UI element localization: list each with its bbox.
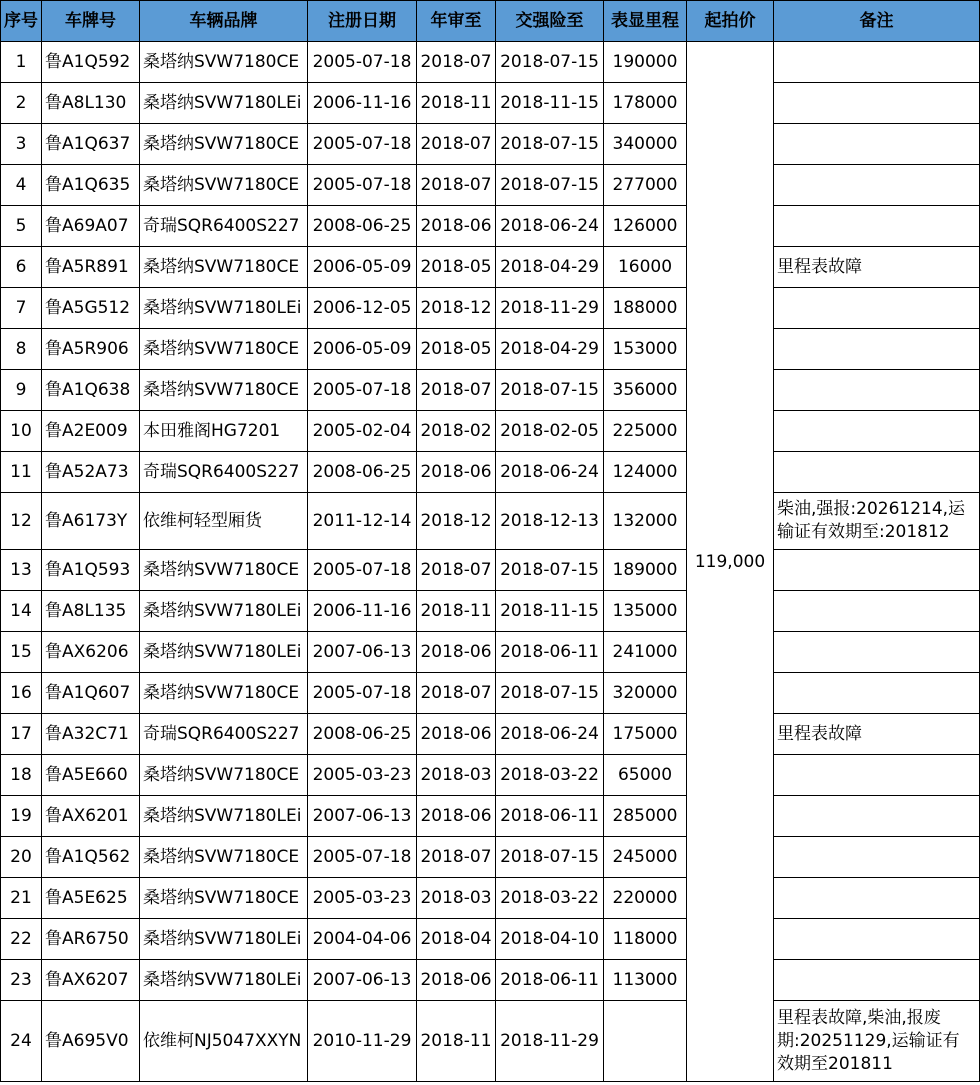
cell-insurance: 2018-07-15	[496, 165, 604, 206]
cell-insurance: 2018-06-11	[496, 632, 604, 673]
cell-mileage: 135000	[604, 591, 687, 632]
cell-remarks	[774, 452, 980, 493]
cell-brand: 桑塔纳SVW7180LEi	[140, 796, 308, 837]
cell-insurance: 2018-11-29	[496, 1001, 604, 1082]
cell-inspection: 2018-06	[417, 960, 496, 1001]
table-row	[1, 960, 980, 1001]
cell-seq: 7	[1, 288, 42, 329]
cell-insurance: 2018-06-11	[496, 960, 604, 1001]
cell-reg-date: 2006-11-16	[308, 591, 417, 632]
cell-brand: 桑塔纳SVW7180LEi	[140, 83, 308, 124]
cell-mileage: 285000	[604, 796, 687, 837]
cell-insurance: 2018-07-15	[496, 370, 604, 411]
cell-mileage: 245000	[604, 837, 687, 878]
header-mileage: 表显里程	[604, 1, 687, 42]
cell-inspection: 2018-12	[417, 288, 496, 329]
cell-brand: 依维柯轻型厢货	[140, 493, 308, 550]
cell-remarks	[774, 632, 980, 673]
cell-reg-date: 2007-06-13	[308, 960, 417, 1001]
cell-remarks	[774, 960, 980, 1001]
cell-plate: 鲁A8L135	[42, 591, 140, 632]
cell-brand: 桑塔纳SVW7180CE	[140, 878, 308, 919]
cell-seq: 10	[1, 411, 42, 452]
cell-brand: 依维柯NJ5047XXYN	[140, 1001, 308, 1082]
cell-reg-date: 2007-06-13	[308, 632, 417, 673]
cell-plate: 鲁A5E625	[42, 878, 140, 919]
cell-inspection: 2018-11	[417, 83, 496, 124]
cell-plate: 鲁A1Q562	[42, 837, 140, 878]
cell-seq: 22	[1, 919, 42, 960]
cell-remarks	[774, 591, 980, 632]
table-row	[1, 247, 980, 288]
cell-plate: 鲁AX6207	[42, 960, 140, 1001]
table-row	[1, 165, 980, 206]
cell-brand: 桑塔纳SVW7180LEi	[140, 591, 308, 632]
cell-reg-date: 2006-05-09	[308, 247, 417, 288]
cell-reg-date: 2005-07-18	[308, 42, 417, 83]
header-insurance: 交强险至	[496, 1, 604, 42]
cell-mileage: 340000	[604, 124, 687, 165]
cell-reg-date: 2005-07-18	[308, 165, 417, 206]
cell-inspection: 2018-06	[417, 632, 496, 673]
table-row	[1, 493, 980, 550]
cell-remarks	[774, 550, 980, 591]
header-start-price: 起拍价	[687, 1, 774, 42]
cell-brand: 奇瑞SQR6400S227	[140, 714, 308, 755]
cell-seq: 24	[1, 1001, 42, 1082]
cell-remarks: 里程表故障,柴油,报废期:20251129,运输证有效期至201811	[774, 1001, 980, 1082]
cell-plate: 鲁A8L130	[42, 83, 140, 124]
cell-remarks	[774, 837, 980, 878]
table-row	[1, 206, 980, 247]
cell-seq: 21	[1, 878, 42, 919]
cell-seq: 17	[1, 714, 42, 755]
cell-remarks	[774, 124, 980, 165]
cell-brand: 本田雅阁HG7201	[140, 411, 308, 452]
cell-remarks	[774, 878, 980, 919]
header-reg-date: 注册日期	[308, 1, 417, 42]
table-row	[1, 550, 980, 591]
cell-seq: 16	[1, 673, 42, 714]
cell-inspection: 2018-06	[417, 206, 496, 247]
cell-remarks: 柴油,强报:20261214,运输证有效期至:201812	[774, 493, 980, 550]
cell-reg-date: 2005-07-18	[308, 837, 417, 878]
cell-reg-date: 2011-12-14	[308, 493, 417, 550]
table-row	[1, 837, 980, 878]
cell-insurance: 2018-03-22	[496, 878, 604, 919]
cell-brand: 桑塔纳SVW7180CE	[140, 42, 308, 83]
cell-remarks	[774, 165, 980, 206]
cell-mileage: 190000	[604, 42, 687, 83]
cell-brand: 桑塔纳SVW7180CE	[140, 755, 308, 796]
header-seq: 序号	[1, 1, 42, 42]
cell-plate: 鲁A32C71	[42, 714, 140, 755]
cell-inspection: 2018-05	[417, 329, 496, 370]
cell-plate: 鲁A52A73	[42, 452, 140, 493]
cell-brand: 桑塔纳SVW7180CE	[140, 550, 308, 591]
cell-plate: 鲁A5R906	[42, 329, 140, 370]
table-row	[1, 919, 980, 960]
cell-remarks	[774, 919, 980, 960]
cell-insurance: 2018-04-29	[496, 329, 604, 370]
cell-remarks	[774, 206, 980, 247]
cell-brand: 桑塔纳SVW7180LEi	[140, 632, 308, 673]
cell-plate: 鲁A1Q593	[42, 550, 140, 591]
cell-insurance: 2018-02-05	[496, 411, 604, 452]
table-row	[1, 370, 980, 411]
cell-reg-date: 2005-03-23	[308, 878, 417, 919]
cell-inspection: 2018-07	[417, 42, 496, 83]
cell-plate: 鲁A1Q637	[42, 124, 140, 165]
cell-mileage: 178000	[604, 83, 687, 124]
cell-plate: 鲁A1Q638	[42, 370, 140, 411]
cell-insurance: 2018-06-24	[496, 452, 604, 493]
cell-insurance: 2018-04-29	[496, 247, 604, 288]
cell-brand: 桑塔纳SVW7180CE	[140, 165, 308, 206]
cell-plate: 鲁A1Q607	[42, 673, 140, 714]
cell-plate: 鲁A1Q635	[42, 165, 140, 206]
cell-seq: 14	[1, 591, 42, 632]
cell-mileage: 126000	[604, 206, 687, 247]
cell-seq: 11	[1, 452, 42, 493]
cell-brand: 桑塔纳SVW7180CE	[140, 673, 308, 714]
cell-mileage	[604, 1001, 687, 1082]
cell-seq: 2	[1, 83, 42, 124]
cell-insurance: 2018-11-29	[496, 288, 604, 329]
table-row	[1, 673, 980, 714]
cell-seq: 4	[1, 165, 42, 206]
cell-plate: 鲁A69A07	[42, 206, 140, 247]
cell-brand: 桑塔纳SVW7180LEi	[140, 288, 308, 329]
cell-remarks	[774, 288, 980, 329]
cell-reg-date: 2005-02-04	[308, 411, 417, 452]
cell-seq: 6	[1, 247, 42, 288]
cell-remarks	[774, 329, 980, 370]
table-row	[1, 288, 980, 329]
cell-inspection: 2018-02	[417, 411, 496, 452]
cell-mileage: 153000	[604, 329, 687, 370]
header-brand: 车辆品牌	[140, 1, 308, 42]
cell-seq: 3	[1, 124, 42, 165]
cell-mileage: 65000	[604, 755, 687, 796]
cell-inspection: 2018-03	[417, 755, 496, 796]
cell-brand: 桑塔纳SVW7180CE	[140, 837, 308, 878]
header-plate: 车牌号	[42, 1, 140, 42]
cell-insurance: 2018-03-22	[496, 755, 604, 796]
cell-inspection: 2018-07	[417, 550, 496, 591]
cell-mileage: 175000	[604, 714, 687, 755]
cell-mileage: 320000	[604, 673, 687, 714]
cell-brand: 桑塔纳SVW7180CE	[140, 247, 308, 288]
header-inspection: 年审至	[417, 1, 496, 42]
cell-mileage: 16000	[604, 247, 687, 288]
cell-mileage: 113000	[604, 960, 687, 1001]
cell-reg-date: 2010-11-29	[308, 1001, 417, 1082]
cell-inspection: 2018-04	[417, 919, 496, 960]
cell-inspection: 2018-06	[417, 714, 496, 755]
cell-seq: 13	[1, 550, 42, 591]
table-row	[1, 878, 980, 919]
cell-seq: 19	[1, 796, 42, 837]
cell-reg-date: 2006-05-09	[308, 329, 417, 370]
cell-inspection: 2018-07	[417, 124, 496, 165]
cell-insurance: 2018-07-15	[496, 837, 604, 878]
cell-reg-date: 2008-06-25	[308, 206, 417, 247]
cell-mileage: 118000	[604, 919, 687, 960]
cell-plate: 鲁A5R891	[42, 247, 140, 288]
cell-remarks	[774, 673, 980, 714]
cell-insurance: 2018-12-13	[496, 493, 604, 550]
cell-brand: 桑塔纳SVW7180CE	[140, 124, 308, 165]
cell-insurance: 2018-07-15	[496, 42, 604, 83]
cell-inspection: 2018-07	[417, 673, 496, 714]
cell-mileage: 277000	[604, 165, 687, 206]
cell-seq: 9	[1, 370, 42, 411]
cell-mileage: 225000	[604, 411, 687, 452]
cell-seq: 23	[1, 960, 42, 1001]
cell-mileage: 220000	[604, 878, 687, 919]
cell-insurance: 2018-06-11	[496, 796, 604, 837]
table-row	[1, 83, 980, 124]
cell-brand: 桑塔纳SVW7180LEi	[140, 960, 308, 1001]
cell-reg-date: 2005-03-23	[308, 755, 417, 796]
cell-inspection: 2018-07	[417, 370, 496, 411]
cell-plate: 鲁A5E660	[42, 755, 140, 796]
table-row	[1, 755, 980, 796]
table-row	[1, 42, 980, 83]
cell-seq: 8	[1, 329, 42, 370]
header-row	[1, 1, 980, 42]
table-row	[1, 632, 980, 673]
cell-reg-date: 2008-06-25	[308, 714, 417, 755]
cell-brand: 桑塔纳SVW7180CE	[140, 370, 308, 411]
cell-insurance: 2018-04-10	[496, 919, 604, 960]
cell-remarks	[774, 83, 980, 124]
header-remarks: 备注	[774, 1, 980, 42]
cell-plate: 鲁A2E009	[42, 411, 140, 452]
cell-insurance: 2018-07-15	[496, 550, 604, 591]
cell-seq: 15	[1, 632, 42, 673]
cell-insurance: 2018-06-24	[496, 206, 604, 247]
cell-brand: 奇瑞SQR6400S227	[140, 452, 308, 493]
cell-reg-date: 2006-12-05	[308, 288, 417, 329]
cell-brand: 奇瑞SQR6400S227	[140, 206, 308, 247]
cell-seq: 12	[1, 493, 42, 550]
cell-reg-date: 2005-07-18	[308, 370, 417, 411]
cell-plate: 鲁A1Q592	[42, 42, 140, 83]
cell-inspection: 2018-11	[417, 591, 496, 632]
cell-plate: 鲁A695V0	[42, 1001, 140, 1082]
cell-remarks	[774, 411, 980, 452]
cell-reg-date: 2008-06-25	[308, 452, 417, 493]
cell-seq: 1	[1, 42, 42, 83]
cell-remarks: 里程表故障	[774, 714, 980, 755]
cell-inspection: 2018-07	[417, 837, 496, 878]
cell-brand: 桑塔纳SVW7180CE	[140, 329, 308, 370]
cell-remarks	[774, 370, 980, 411]
cell-start-price: 119,000	[687, 42, 774, 1082]
table-row	[1, 452, 980, 493]
table-row	[1, 411, 980, 452]
cell-remarks	[774, 796, 980, 837]
cell-plate: 鲁AR6750	[42, 919, 140, 960]
cell-inspection: 2018-11	[417, 1001, 496, 1082]
cell-mileage: 132000	[604, 493, 687, 550]
cell-inspection: 2018-07	[417, 165, 496, 206]
cell-inspection: 2018-06	[417, 452, 496, 493]
cell-remarks	[774, 42, 980, 83]
cell-seq: 5	[1, 206, 42, 247]
cell-insurance: 2018-06-24	[496, 714, 604, 755]
cell-inspection: 2018-03	[417, 878, 496, 919]
cell-inspection: 2018-12	[417, 493, 496, 550]
cell-insurance: 2018-07-15	[496, 673, 604, 714]
cell-plate: 鲁AX6206	[42, 632, 140, 673]
cell-remarks: 里程表故障	[774, 247, 980, 288]
cell-reg-date: 2006-11-16	[308, 83, 417, 124]
table-row	[1, 714, 980, 755]
cell-plate: 鲁A5G512	[42, 288, 140, 329]
table-row	[1, 124, 980, 165]
table-row	[1, 329, 980, 370]
table-row	[1, 796, 980, 837]
cell-reg-date: 2004-04-06	[308, 919, 417, 960]
cell-plate: 鲁A6173Y	[42, 493, 140, 550]
cell-mileage: 356000	[604, 370, 687, 411]
table-row	[1, 1001, 980, 1082]
cell-inspection: 2018-06	[417, 796, 496, 837]
cell-reg-date: 2005-07-18	[308, 550, 417, 591]
cell-brand: 桑塔纳SVW7180LEi	[140, 919, 308, 960]
cell-insurance: 2018-07-15	[496, 124, 604, 165]
cell-seq: 18	[1, 755, 42, 796]
cell-reg-date: 2007-06-13	[308, 796, 417, 837]
cell-insurance: 2018-11-15	[496, 591, 604, 632]
cell-seq: 20	[1, 837, 42, 878]
cell-remarks	[774, 755, 980, 796]
table-row	[1, 591, 980, 632]
cell-mileage: 124000	[604, 452, 687, 493]
cell-inspection: 2018-05	[417, 247, 496, 288]
cell-plate: 鲁AX6201	[42, 796, 140, 837]
cell-insurance: 2018-11-15	[496, 83, 604, 124]
cell-mileage: 189000	[604, 550, 687, 591]
cell-reg-date: 2005-07-18	[308, 124, 417, 165]
cell-mileage: 188000	[604, 288, 687, 329]
cell-reg-date: 2005-07-18	[308, 673, 417, 714]
cell-mileage: 241000	[604, 632, 687, 673]
table-body	[1, 42, 980, 1082]
